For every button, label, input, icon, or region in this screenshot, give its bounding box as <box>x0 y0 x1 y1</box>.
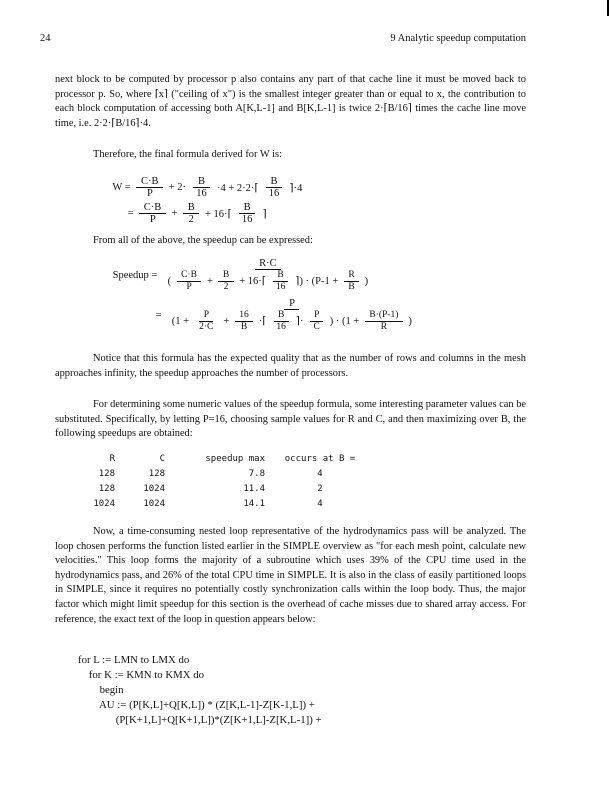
fraction <box>271 270 289 293</box>
formula-term: ( <box>164 276 174 287</box>
formula-speedup-line1 <box>110 258 376 293</box>
numerator <box>177 270 202 282</box>
formula-term: + 2· <box>166 182 189 193</box>
header-r: R <box>109 454 115 464</box>
numerator <box>274 310 289 322</box>
scan-edge-mark <box>607 0 609 16</box>
denominator <box>184 214 199 225</box>
code-listing <box>78 653 322 728</box>
denominator <box>145 214 160 225</box>
fraction <box>192 176 212 199</box>
fraction <box>136 176 163 199</box>
numerator <box>139 202 166 214</box>
formula-term: B <box>267 176 281 187</box>
denominator <box>344 282 359 293</box>
denominator <box>192 188 212 199</box>
cell-c: 1024 <box>143 484 165 494</box>
formula-term: = <box>153 310 165 321</box>
formula-term: (1 + <box>169 316 192 327</box>
header-speedup-max: speedup max <box>205 454 265 464</box>
formula-term: P <box>201 310 212 320</box>
denominator <box>272 322 290 333</box>
numerator <box>365 310 403 322</box>
formula-term: ) <box>405 316 415 327</box>
code-line: for L := LMN to LMX do <box>78 654 190 666</box>
formula-term: ·4 + 2·2·⌈ <box>214 182 262 194</box>
table-header <box>85 452 365 467</box>
cell-r: 128 <box>98 469 115 479</box>
formula-term: 16 <box>273 282 288 292</box>
formula-term: 16 <box>273 322 289 332</box>
denominator <box>167 310 416 333</box>
cell-c: 1024 <box>143 499 165 509</box>
denominator <box>142 188 157 199</box>
numerator <box>239 202 255 214</box>
code-line: AU := (P[K,L]+Q[K,L]) * (Z[K,L-1]-Z[K-1,L]) + <box>78 699 315 711</box>
fraction <box>237 202 257 225</box>
numerator <box>193 176 209 188</box>
code-line: (P[K+1,L]+Q[K+1,L])*(Z[K+1,L]-Z[K,L-1]) + <box>78 714 322 726</box>
numerator <box>235 310 253 322</box>
formula-term: 16 <box>266 188 282 199</box>
formula-term: B <box>195 176 208 187</box>
table-row <box>85 467 365 482</box>
numerator <box>199 310 213 322</box>
denominator <box>237 214 257 225</box>
denominator <box>236 322 251 333</box>
fraction <box>183 202 199 225</box>
formula-term: 16 <box>193 188 210 199</box>
cell-b: 4 <box>317 469 323 479</box>
formula-term: R <box>378 322 390 332</box>
formula-term: ⌉) · (P-1 + <box>292 276 341 287</box>
fraction <box>218 270 233 293</box>
cell-speedup: 7.8 <box>248 469 265 479</box>
denominator <box>195 322 218 333</box>
code-line: for K := KMN to KMX do <box>78 669 205 681</box>
formula-term: C·B <box>138 176 162 187</box>
formula-term: B <box>345 282 358 292</box>
denominator <box>264 188 284 199</box>
formula-term: B <box>241 202 254 213</box>
numerator <box>310 310 324 322</box>
formula-term: 16 <box>239 214 256 225</box>
formula-term: B <box>275 270 287 280</box>
formula-w-line2 <box>125 202 269 225</box>
formula-term: R·C <box>256 258 280 269</box>
formula-term: W = <box>110 182 134 193</box>
formula-term: 2 <box>221 282 231 292</box>
paragraph-notice: Notice that this formula has the expected quality that as the number of rows and columns in the mesh approaches infinity, the speedup approaches the number of processors. <box>55 353 526 379</box>
cell-r: 1024 <box>93 499 115 509</box>
formula-term: + <box>204 276 216 287</box>
formula-term: P <box>144 188 156 199</box>
numerator <box>266 176 282 188</box>
denominator <box>376 322 391 333</box>
table-row <box>85 497 365 512</box>
code-line: begin <box>78 684 124 696</box>
denominator <box>163 270 373 293</box>
paragraph-therefore: Therefore, the final formula derived for W is: <box>93 149 282 160</box>
formula-term: 16 <box>236 310 252 320</box>
denominator <box>309 322 324 333</box>
formula-term: R <box>345 270 358 280</box>
formula-term: 2·C <box>196 322 216 332</box>
numerator <box>284 298 299 310</box>
formula-term: P <box>147 214 158 225</box>
fraction <box>264 176 284 199</box>
denominator <box>219 282 233 293</box>
formula-term: Speedup = <box>110 270 160 281</box>
cell-c: 128 <box>148 469 165 479</box>
fraction <box>195 310 218 333</box>
formula-term: P <box>286 298 298 309</box>
denominator <box>182 282 196 293</box>
formula-term: P <box>311 310 322 320</box>
formula-term: C·B <box>178 270 200 280</box>
paragraph-nested-loop: Now, a time-consuming nested loop representative of the hydrodynamics pass will be analyzed. The loop chosen performs the function listed earlier in the SIMPLE overview as "for each mesh point, calculate new velocities." This loop forms the majority of a subroutine which uses 39% of the CPU time used in the hydrodynamics pass, and 26% of the total CPU time in SIMPLE. It is also in the class of easily partitioned loops in SIMPLE, since it requires no potentially costly synchronization calls within the loop body. Thus, the major factor which might limit speedup for this section is the overhead of cache misses due to shared array access. For reference, the exact text of the loop in question appears below: <box>55 526 526 625</box>
denominator <box>271 282 289 293</box>
formula-term: B <box>275 310 287 320</box>
fraction <box>365 310 403 333</box>
formula-term: = <box>125 208 137 219</box>
fraction <box>272 310 290 333</box>
page-number: 24 <box>40 33 51 44</box>
numerator <box>218 270 233 282</box>
numerator <box>183 202 199 214</box>
formula-term: ) <box>362 276 371 287</box>
cell-b: 2 <box>317 484 323 494</box>
fraction <box>235 310 253 333</box>
formula-term: P <box>184 282 194 292</box>
formula-term: + 16·⌈ <box>202 208 235 220</box>
fraction <box>344 270 359 293</box>
table-row <box>85 482 365 497</box>
numerator <box>255 258 282 270</box>
formula-speedup-line2 <box>153 298 420 333</box>
formula-term: ⌉· <box>293 316 307 327</box>
formula-term: + 16·⌈ <box>236 276 269 287</box>
formula-term: B·(P-1) <box>366 310 401 320</box>
numerator <box>273 270 288 282</box>
header-occurs-at: occurs at B = <box>284 454 356 464</box>
paragraph-cache-line: next block to be computed by processor p also contains any part of that cache line it must be moved back to processor p. So, where ⌈x⌉ ("ceiling of x") is the smallest integer greater than or equal to x, the contribution to each block computation of accessing both A[K,L-1] and B[K,L-1] is twice 2·⌈B/16⌉ times the cache line move time, i.e. 2·2·⌈B/16⌉·4. <box>55 74 526 129</box>
formula-term: ⌉ <box>260 208 270 220</box>
formula-w-line1 <box>110 176 305 199</box>
formula-term: + <box>220 316 232 327</box>
formula-term: ·⌈ <box>256 316 269 327</box>
fraction <box>177 270 202 293</box>
cell-speedup: 11.4 <box>243 484 265 494</box>
fraction <box>309 310 324 333</box>
chapter-title: 9 Analytic speedup computation <box>390 33 526 44</box>
formula-term: + <box>168 208 181 219</box>
numerator <box>136 176 163 188</box>
cell-speedup: 14.1 <box>243 499 265 509</box>
cell-r: 128 <box>98 484 115 494</box>
paragraph-speedup-intro: From all of the above, the speedup can be expressed: <box>93 235 313 246</box>
formula-term: ⌉·4 <box>286 182 305 194</box>
formula-term: ) · (1 + <box>327 316 362 327</box>
formula-term: B <box>238 322 250 332</box>
formula-term: B <box>185 202 198 213</box>
formula-term: C <box>311 322 323 332</box>
paragraph-numeric-values: For determining some numeric values of the speedup formula, some interesting parameter values can be substituted. Specifically, by letting P=16, choosing sample values for R and C, and then maximizing over B, the following speedups are obtained: <box>55 399 526 440</box>
fraction <box>139 202 166 225</box>
fraction <box>163 258 373 293</box>
header-c: C <box>159 454 165 464</box>
cell-b: 4 <box>317 499 323 509</box>
speedup-table <box>85 452 365 512</box>
formula-term: C·B <box>141 202 164 213</box>
numerator <box>344 270 359 282</box>
fraction <box>167 298 416 333</box>
formula-term: B <box>220 270 232 280</box>
formula-term: 2 <box>185 214 197 225</box>
